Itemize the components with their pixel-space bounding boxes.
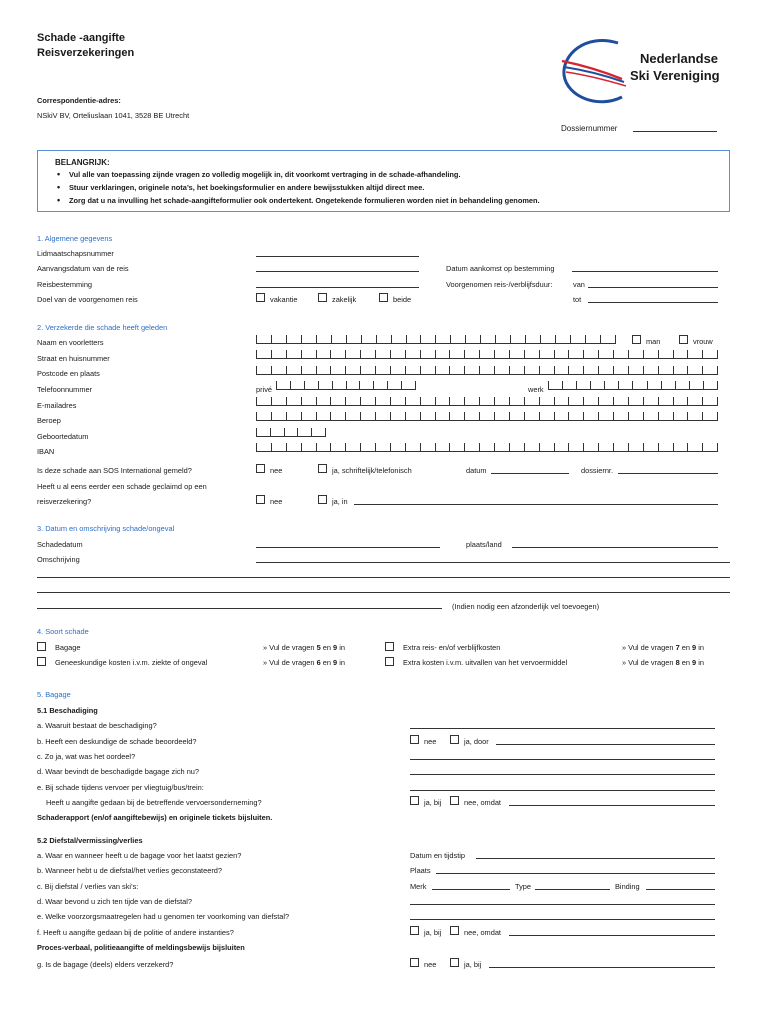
vehicle-ref-number: 9	[692, 658, 697, 667]
sos-no-checkbox[interactable]	[256, 464, 265, 473]
logo	[560, 37, 740, 107]
section-3-title: 3. Datum en omschrijving schade/ongeval	[37, 524, 175, 533]
vakantie-label: vakantie	[270, 295, 298, 304]
damage-date-label: Schadedatum	[37, 540, 83, 549]
answer-5-1c-input[interactable]	[410, 759, 715, 760]
section-4-title: 4. Soort schade	[37, 627, 89, 636]
sos-dossier-input[interactable]	[618, 473, 718, 474]
expert-no-label: nee	[424, 737, 437, 746]
place-country-label: plaats/land	[466, 540, 502, 549]
start-date-input[interactable]	[256, 271, 419, 272]
phone-work-label: werk	[528, 385, 544, 394]
answer-5-1e-input[interactable]	[410, 790, 715, 791]
form-subtitle: Reisverzekeringen	[37, 47, 135, 59]
notice-heading: BELANGRIJK:	[55, 158, 110, 167]
police-report-yes-checkbox[interactable]	[410, 926, 419, 935]
extra-travel-ref	[622, 643, 704, 652]
question-5-1d: d. Waar bevindt de beschadigde bagage zich nu?	[37, 767, 200, 776]
sos-yes-checkbox[interactable]	[318, 464, 327, 473]
logo-text-line2: Ski Vereniging	[630, 68, 720, 83]
earlier-claim-no-checkbox[interactable]	[256, 495, 265, 504]
extra-travel-ref-number: 9	[692, 643, 697, 652]
ski-binding-label: Binding	[615, 882, 640, 891]
birthdate-grid-input[interactable]	[256, 428, 326, 437]
question-5-2e: e. Welke voorzorgsmaatregelen had u genomen ter voorkoming van diefstal?	[37, 912, 290, 921]
description-line[interactable]	[37, 577, 730, 578]
dossier-label: Dossiernummer	[561, 124, 618, 133]
sos-question: Is deze schade aan SOS International gemeld?	[37, 466, 192, 475]
police-report-no-label: nee, omdat	[464, 928, 501, 937]
vehicle-ref-text: » Vul de vragen	[622, 658, 676, 667]
start-date-label: Aanvangsdatum van de reis	[37, 264, 129, 273]
question-5-2f: f. Heeft u aangifte gedaan bij de politie of andere instanties?	[37, 928, 234, 937]
sos-date-input[interactable]	[491, 473, 569, 474]
answer-5-2d-input[interactable]	[410, 904, 715, 905]
extra-sheet-note: (Indien nodig een afzonderlijk vel toevoegen)	[452, 602, 600, 611]
medical-costs-checkbox[interactable]	[37, 657, 46, 666]
question-5-2g: g. Is de bagage (deels) elders verzekerd?	[37, 960, 174, 969]
baggage-ref	[263, 643, 345, 652]
profession-grid-input[interactable]	[256, 412, 718, 421]
duration-from-input[interactable]	[588, 287, 718, 288]
sos-no-label: nee	[270, 466, 283, 475]
sos-yes-label: ja, schriftelijk/telefonisch	[332, 466, 412, 475]
earlier-claim-input[interactable]	[354, 504, 718, 505]
medical-ref-in: in	[337, 658, 345, 667]
membership-label: Lidmaatschapsnummer	[37, 249, 114, 258]
vehicle-breakdown-ref	[622, 658, 704, 667]
question-5-1e: e. Bij schade tijdens vervoer per vliegtuig/bus/trein:	[37, 783, 204, 792]
ski-brand-label: Merk	[410, 882, 427, 891]
iban-label: IBAN	[37, 447, 55, 456]
phone-private-label: privé	[256, 385, 273, 394]
question-5-2d: d. Waar bevond u zich ten tijde van de diefstal?	[37, 897, 193, 906]
postcode-grid-input[interactable]	[256, 366, 718, 375]
vehicle-ref-in: in	[696, 658, 704, 667]
phone-work-grid-input[interactable]	[548, 381, 718, 390]
ski-binding-input[interactable]	[646, 889, 715, 890]
name-grid-input[interactable]	[256, 335, 616, 344]
question-5-2a: a. Waar en wanneer heeft u de bagage voor het laatst gezien?	[37, 851, 242, 860]
zakelijk-label: zakelijk	[332, 295, 357, 304]
dossier-input[interactable]	[633, 131, 717, 132]
profession-label: Beroep	[37, 416, 61, 425]
vrouw-checkbox[interactable]	[679, 335, 688, 344]
damage-report-note: Schaderapport (en/of aangiftebewijs) en originele tickets bijsluiten.	[37, 813, 273, 822]
carrier-report-no-checkbox[interactable]	[450, 796, 459, 805]
extra-travel-ref-in: in	[696, 643, 704, 652]
police-report-note: Proces-verbaal, politieaangifte of meldingsbewijs bijsluiten	[37, 943, 245, 952]
earlier-claim-yes-label: ja, in	[332, 497, 348, 506]
duration-label: Voorgenomen reis-/verblijfsduur:	[446, 280, 553, 289]
earlier-claim-yes-checkbox[interactable]	[318, 495, 327, 504]
arrival-date-input[interactable]	[572, 271, 718, 272]
answer-5-1d-input[interactable]	[410, 774, 715, 775]
correspondence-address: NSkiV BV, Orteliuslaan 1041, 3528 BE Utrecht	[37, 111, 190, 120]
baggage-ref-and: en	[320, 643, 334, 652]
damage-date-input[interactable]	[256, 547, 440, 548]
beide-checkbox[interactable]	[379, 293, 388, 302]
question-5-1b: b. Heeft een deskundige de schade beoordeeld?	[37, 737, 197, 746]
vehicle-breakdown-label: Extra kosten i.v.m. uitvallen van het vervoermiddel	[403, 658, 568, 667]
subsection-5-1-title: 5.1 Beschadiging	[37, 706, 98, 715]
baggage-ref-in: in	[337, 643, 345, 652]
question-5-2c: c. Bij diefstal / verlies van ski’s:	[37, 882, 139, 891]
extra-travel-label: Extra reis- en/of verblijfkosten	[403, 643, 501, 652]
baggage-ref-text: » Vul de vragen	[263, 643, 317, 652]
medical-ref-text: » Vul de vragen	[263, 658, 317, 667]
insured-elsewhere-no-checkbox[interactable]	[410, 958, 419, 967]
destination-input[interactable]	[256, 287, 419, 288]
medical-ref-number: 9	[333, 658, 338, 667]
place-label: Plaats	[410, 866, 431, 875]
question-5-1e-2: Heeft u aangifte gedaan bij de betreffende vervoersonderneming?	[46, 798, 262, 807]
description-line[interactable]	[37, 608, 442, 609]
form-title: Schade -aangifte	[37, 32, 126, 44]
description-line[interactable]	[37, 592, 730, 593]
medical-ref-and: en	[320, 658, 334, 667]
carrier-report-no-label: nee, omdat	[464, 798, 501, 807]
police-report-yes-label: ja, bij	[424, 928, 442, 937]
duration-from-label: van	[573, 280, 585, 289]
extra-travel-ref-text: » Vul de vragen	[622, 643, 676, 652]
question-5-1a: a. Waaruit bestaat de beschadiging?	[37, 721, 157, 730]
ski-type-input[interactable]	[535, 889, 610, 890]
insured-elsewhere-no-label: nee	[424, 960, 437, 969]
logo-text-line1: Nederlandse	[640, 51, 719, 66]
police-report-no-checkbox[interactable]	[450, 926, 459, 935]
police-report-reason-input[interactable]	[509, 935, 715, 936]
man-checkbox[interactable]	[632, 335, 641, 344]
baggage-label: Bagage	[55, 643, 81, 652]
name-label: Naam en voorletters	[37, 338, 104, 347]
membership-input[interactable]	[256, 256, 419, 257]
carrier-report-yes-label: ja, bij	[424, 798, 442, 807]
carrier-report-reason-input[interactable]	[509, 805, 715, 806]
earlier-claim-no-label: nee	[270, 497, 283, 506]
purpose-label: Doel van de voorgenomen reis	[37, 295, 138, 304]
destination-label: Reisbestemming	[37, 280, 93, 289]
expert-yes-label: ja, door	[464, 737, 489, 746]
beide-label: beide	[393, 295, 412, 304]
sos-dossier-label: dossiernr.	[581, 466, 614, 475]
vrouw-label: vrouw	[693, 337, 713, 346]
expert-yes-checkbox[interactable]	[450, 735, 459, 744]
iban-grid-input[interactable]	[256, 443, 718, 452]
email-label: E-mailadres	[37, 401, 77, 410]
answer-5-1a-input[interactable]	[410, 728, 715, 729]
question-5-2b: b. Wanneer hebt u de diefstal/het verlies geconstateerd?	[37, 866, 223, 875]
extra-travel-ref-number: 7	[675, 643, 680, 652]
earlier-claim-question: Heeft u al eens eerder een schade geclaimd op een	[37, 482, 207, 491]
date-time-input[interactable]	[476, 858, 715, 859]
place-country-input[interactable]	[512, 547, 718, 548]
medical-costs-label: Geneeskundige kosten i.v.m. ziekte of ongeval	[55, 658, 208, 667]
baggage-ref-number: 9	[333, 643, 338, 652]
section-1-title: 1. Algemene gegevens	[37, 234, 113, 243]
vehicle-ref-and: en	[679, 658, 693, 667]
notice-item: • Vul alle van toepassing zijnde vragen zo volledig mogelijk in, dit voorkomt vertraging in de schade-afhandeling.	[55, 168, 729, 181]
earlier-claim-question-2: reisverzekering?	[37, 497, 92, 506]
question-5-1c: c. Zo ja, wat was het oordeel?	[37, 752, 136, 761]
answer-5-2e-input[interactable]	[410, 919, 715, 920]
section-5-title: 5. Bagage	[37, 690, 71, 699]
extra-travel-ref-and: en	[679, 643, 693, 652]
vehicle-ref-number: 8	[675, 658, 680, 667]
insured-elsewhere-input[interactable]	[489, 967, 715, 968]
place-input[interactable]	[436, 873, 715, 874]
email-grid-input[interactable]	[256, 397, 718, 406]
street-label: Straat en huisnummer	[37, 354, 110, 363]
extra-travel-checkbox[interactable]	[385, 642, 394, 651]
medical-ref-number: 6	[316, 658, 321, 667]
expert-name-input[interactable]	[496, 744, 715, 745]
important-notice	[37, 150, 730, 212]
duration-to-label: tot	[573, 295, 582, 304]
birthdate-label: Geboortedatum	[37, 432, 89, 441]
ski-type-label: Type	[515, 882, 532, 891]
carrier-report-yes-checkbox[interactable]	[410, 796, 419, 805]
correspondence-label: Correspondentie-adres:	[37, 96, 121, 105]
sos-date-label: datum	[466, 466, 487, 475]
date-time-label: Datum en tijdstip	[410, 851, 466, 860]
subsection-5-2-title: 5.2 Diefstal/vermissing/verlies	[37, 836, 143, 845]
notice-item: • Zorg dat u na invulling het schade-aangifteformulier ook ondertekent. Ongetekende formulieren worden niet in behandeling genomen.	[55, 194, 729, 207]
description-label: Omschrijving	[37, 555, 80, 564]
vakantie-checkbox[interactable]	[256, 293, 265, 302]
postcode-label: Postcode en plaats	[37, 369, 100, 378]
notice-item: • Stuur verklaringen, originele nota’s, het boekingsformulier en andere bewijsstukken altijd direct mee.	[55, 181, 729, 194]
section-2-title: 2. Verzekerde die schade heeft geleden	[37, 323, 168, 332]
arrival-date-label: Datum aankomst op bestemming	[446, 264, 555, 273]
medical-costs-ref	[263, 658, 345, 667]
duration-to-input[interactable]	[588, 302, 718, 303]
baggage-ref-number: 5	[316, 643, 321, 652]
ski-brand-input[interactable]	[432, 889, 510, 890]
zakelijk-checkbox[interactable]	[318, 293, 327, 302]
description-input[interactable]	[256, 562, 730, 563]
insured-elsewhere-yes-label: ja, bij	[464, 960, 482, 969]
expert-no-checkbox[interactable]	[410, 735, 419, 744]
baggage-checkbox[interactable]	[37, 642, 46, 651]
man-label: man	[646, 337, 661, 346]
phone-private-grid-input[interactable]	[276, 381, 416, 390]
street-grid-input[interactable]	[256, 350, 718, 359]
phone-label: Telefoonnummer	[37, 385, 93, 394]
vehicle-breakdown-checkbox[interactable]	[385, 657, 394, 666]
insured-elsewhere-yes-checkbox[interactable]	[450, 958, 459, 967]
